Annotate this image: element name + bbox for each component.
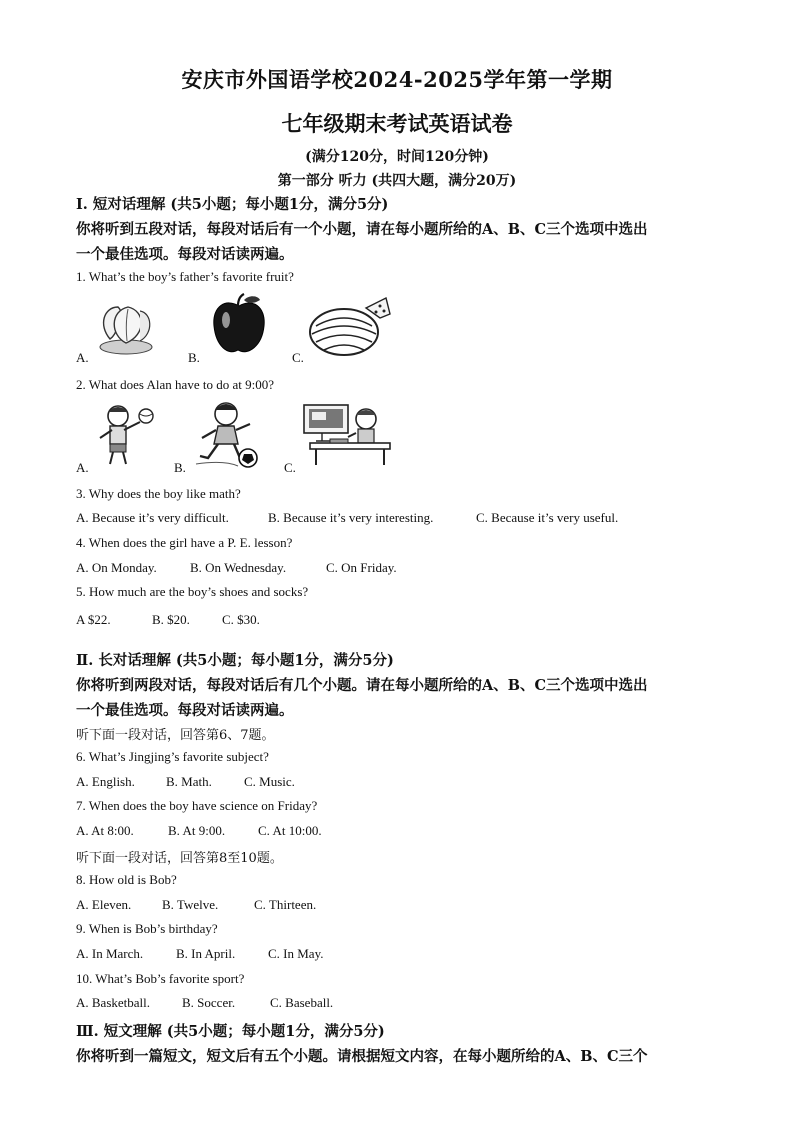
q1-label-c: C. xyxy=(292,350,304,365)
question-10: 10. What’s Bob’s favorite sport? xyxy=(76,971,245,986)
q10-option-a[interactable]: A. Basketball. xyxy=(76,995,151,1010)
computer-boy-image xyxy=(300,403,392,473)
peach-image xyxy=(96,295,156,361)
section-1-heading: I. 短对话理解 (共5小题；每小题1分，满分5分) xyxy=(76,196,389,213)
question-7: 7. When does the boy have science on Friday? xyxy=(76,798,318,813)
q6-option-b[interactable]: B. Math. xyxy=(166,774,212,789)
q9-option-b[interactable]: B. In April. xyxy=(176,946,236,961)
q9-option-c[interactable]: C. In May. xyxy=(268,946,324,961)
q3-option-c[interactable]: C. Because it’s very useful. xyxy=(476,510,619,525)
q8-option-a[interactable]: A. Eleven. xyxy=(76,897,132,912)
q9-option-a[interactable]: A. In March. xyxy=(76,946,144,961)
section-3-instruction: 你将听到一篇短文，短文后有五个小题。请根据短文内容，在每小题所给的A、B、C三个 xyxy=(76,1048,648,1065)
q6-option-a[interactable]: A. English. xyxy=(76,774,135,789)
q1-label-b: B. xyxy=(188,350,200,365)
watermelon-image xyxy=(306,296,392,362)
question-3: 3. Why does the boy like math? xyxy=(76,486,241,501)
q2-label-b: B. xyxy=(174,460,186,475)
q3-option-a[interactable]: A. Because it’s very difficult. xyxy=(76,510,229,525)
soccer-boy-image xyxy=(194,400,264,474)
q2-label-a: A. xyxy=(76,460,89,475)
apple-image xyxy=(208,292,270,362)
question-4: 4. When does the girl have a P. E. lesson? xyxy=(76,535,293,550)
q4-option-c[interactable]: C. On Friday. xyxy=(326,560,397,575)
section-2-instruction-2: 一个最佳选项。每段对话读两遍。 xyxy=(76,702,294,719)
q2-label-c: C. xyxy=(284,460,296,475)
volleyball-boy-image xyxy=(94,402,156,472)
q5-option-b[interactable]: B. $20. xyxy=(152,612,190,627)
section-1-instruction: 你将听到五段对话，每段对话后有一个小题，请在每小题所给的A、B、C三个选项中选出 xyxy=(76,221,648,238)
section-2-heading: Ⅱ. 长对话理解 (共5小题；每小题1分，满分5分) xyxy=(76,652,394,669)
question-1: 1. What’s the boy’s father’s favorite fruit? xyxy=(76,269,294,284)
q1-label-a: A. xyxy=(76,350,89,365)
question-5: 5. How much are the boy’s shoes and socks? xyxy=(76,584,309,599)
dialogue-1-lead: 听下面一段对话，回答第6、7题。 xyxy=(76,728,275,743)
exam-subtitle: 七年级期末考试英语试卷 xyxy=(281,111,513,136)
q7-option-a[interactable]: A. At 8:00. xyxy=(76,823,134,838)
q7-option-c[interactable]: C. At 10:00. xyxy=(258,823,322,838)
exam-title: 安庆市外国语学校2024-2025学年第一学期 xyxy=(181,67,613,92)
section-1-instruction-2: 一个最佳选项。每段对话读两遍。 xyxy=(76,246,294,263)
q6-option-c[interactable]: C. Music. xyxy=(244,774,295,789)
part-one-heading: 第一部分 听力 (共四大题，满分20万) xyxy=(277,173,517,189)
q4-option-b[interactable]: B. On Wednesday. xyxy=(190,560,287,575)
q7-option-b[interactable]: B. At 9:00. xyxy=(168,823,226,838)
q3-option-b[interactable]: B. Because it’s very interesting. xyxy=(268,510,434,525)
exam-info: (满分120分，时间120分钟) xyxy=(305,149,489,165)
q10-option-c[interactable]: C. Baseball. xyxy=(270,995,334,1010)
q4-option-a[interactable]: A. On Monday. xyxy=(76,560,157,575)
question-2: 2. What does Alan have to do at 9:00? xyxy=(76,377,274,392)
q8-option-c[interactable]: C. Thirteen. xyxy=(254,897,317,912)
question-8: 8. How old is Bob? xyxy=(76,872,177,887)
q10-option-b[interactable]: B. Soccer. xyxy=(182,995,236,1010)
dialogue-2-lead: 听下面一段对话，回答第8至10题。 xyxy=(76,851,283,866)
q5-option-c[interactable]: C. $30. xyxy=(222,612,260,627)
section-3-heading: Ⅲ. 短文理解 (共5小题；每小题1分，满分5分) xyxy=(76,1023,385,1040)
question-6: 6. What’s Jingjing’s favorite subject? xyxy=(76,749,269,764)
q5-option-a[interactable]: A $22. xyxy=(76,612,111,627)
question-9: 9. When is Bob’s birthday? xyxy=(76,921,218,936)
q8-option-b[interactable]: B. Twelve. xyxy=(162,897,219,912)
section-2-instruction: 你将听到两段对话，每段对话后有几个小题。请在每小题所给的A、B、C三个选项中选出 xyxy=(76,677,648,694)
